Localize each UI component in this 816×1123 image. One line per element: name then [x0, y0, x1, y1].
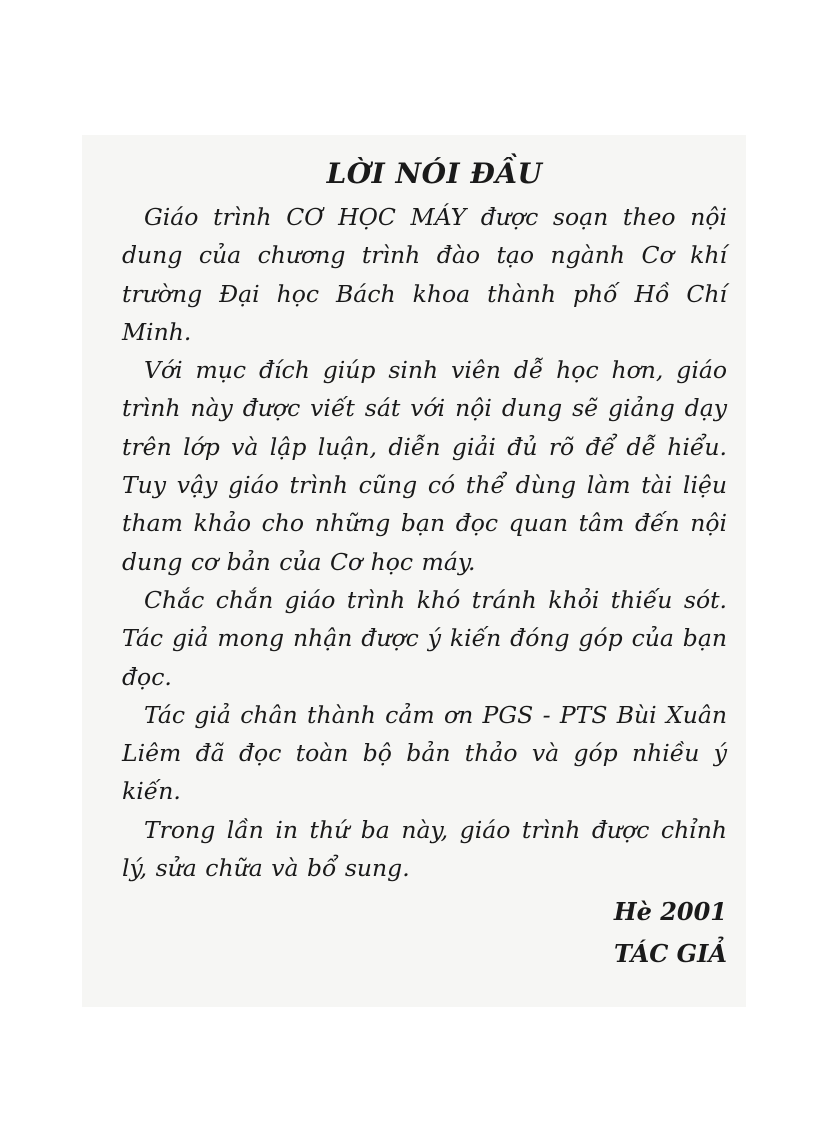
paragraph-1: Giáo trình CƠ HỌC MÁY được soạn theo nội dung của chương trình đào tạo ngành Cơ khí trường Đại học Bách khoa thành phố Hồ Chí Minh.: [122, 203, 727, 346]
signature-author: TÁC GIẢ: [614, 939, 727, 969]
page-title: LỜI NÓI ĐẦU: [326, 157, 543, 190]
paragraph-4: Tác giả chân thành cảm ơn PGS - PTS Bùi Xuân Liêm đã đọc toàn bộ bản thảo và góp nhiều ý kiến.: [122, 700, 727, 806]
paragraph-5: Trong lần in thứ ba này, giáo trình được chỉnh lý, sửa chữa và bổ sung.: [122, 815, 727, 883]
preface-text-block: [122, 140, 727, 975]
signature-date: Hè 2001: [613, 897, 727, 927]
paragraph-3: Chắc chắn giáo trình khó tránh khỏi thiếu sót. Tác giả mong nhận được ý kiến đóng góp của bạn đọc.: [122, 585, 727, 691]
paragraph-2: Với mục đích giúp sinh viên dễ học hơn, giáo trình này được viết sát với nội dung sẽ giảng dạy trên lớp và lập luận, diễn giải đủ rõ để dễ hiểu. Tuy vậy giáo trình cũng có thể dùng làm tài liệu tham khảo cho những bạn đọc quan tâm đến nội dung cơ bản của Cơ học máy.: [122, 356, 727, 576]
